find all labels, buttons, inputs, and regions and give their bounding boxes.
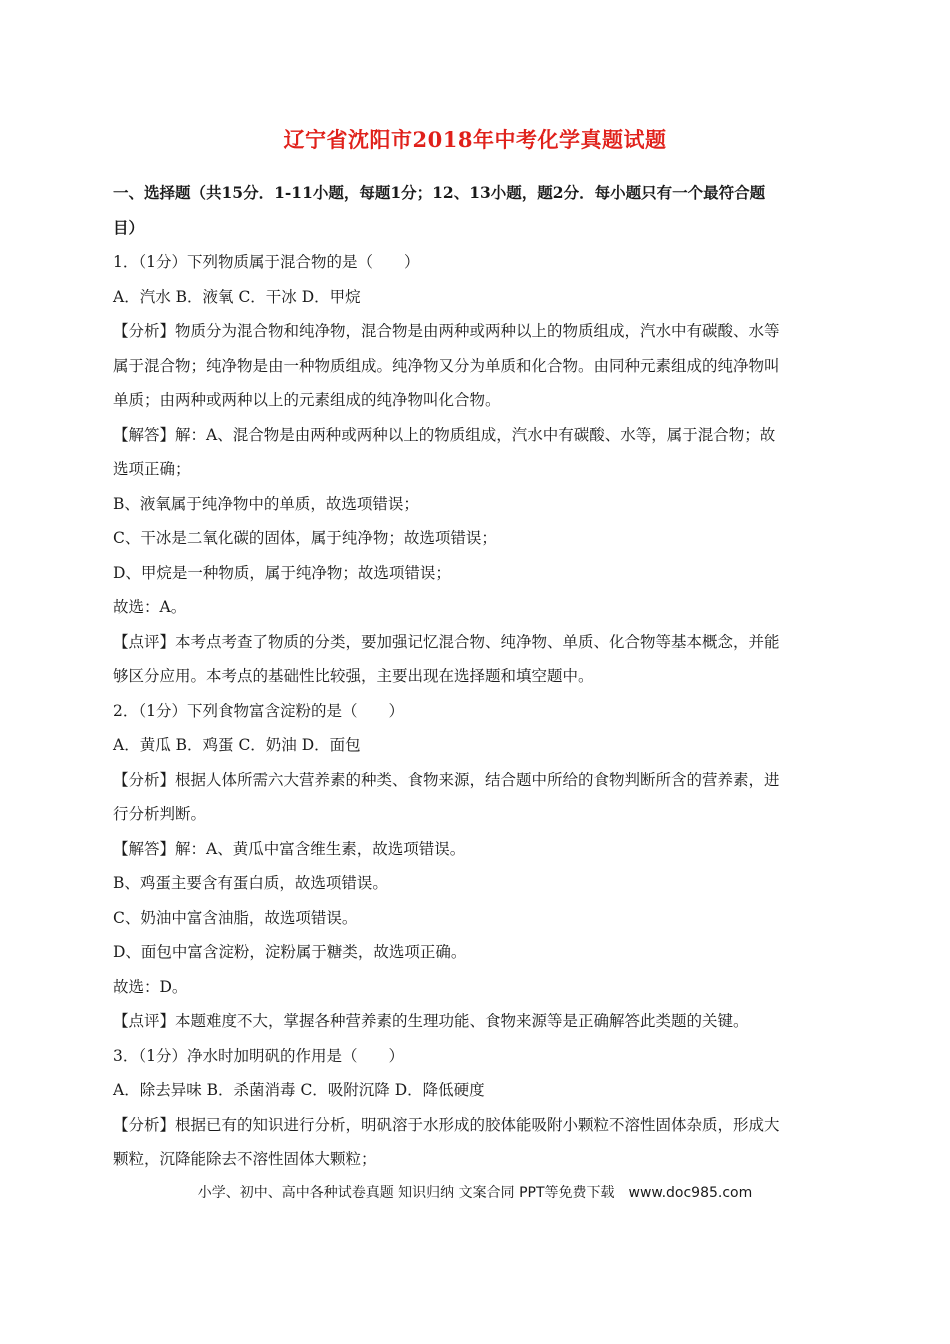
text-line: 行分析判断。 (113, 805, 207, 823)
text-line: 目） (113, 217, 145, 237)
text-line: A．黄瓜 B．鸡蛋 C．奶油 D．面包 (113, 736, 361, 754)
text-line: 【点评】本考点考查了物质的分类，要加强记忆混合物、纯净物、单质、化合物等基本概念，并能 (113, 632, 780, 651)
text-line: 够区分应用。本考点的基础性比较强，主要出现在选择题和填空题中。 (113, 667, 594, 685)
text-line: 【点评】本题难度不大，掌握各种营养素的生理功能、食物来源等是正确解答此类题的关键。 (113, 1012, 749, 1030)
text-line: 【解答】解：A、黄瓜中富含维生素，故选项错误。 (113, 839, 466, 858)
text-line: 故选：A。 (113, 598, 187, 616)
text-line: 1．（1分）下列物质属于混合物的是（ ） (113, 253, 420, 271)
text-line: 【分析】物质分为混合物和纯净物，混合物是由两种或两种以上的物质组成，汽水中有碳酸、水等 (113, 322, 780, 340)
text-line: 一、选择题（共15分．1-11小题，每题1分；12、13小题，题2分．每小题只有一个最符合题 (113, 183, 766, 202)
document-body (113, 176, 843, 1177)
document-title: 辽宁省沈阳市2018年中考化学真题试题 (283, 127, 667, 152)
text-line: D、甲烷是一种物质，属于纯净物；故选项错误； (113, 563, 451, 582)
text-line: 故选：D。 (113, 977, 188, 996)
text-line: 选项正确； (113, 460, 191, 478)
text-line: C、奶油中富含油脂，故选项错误。 (113, 908, 358, 927)
text-line: 【分析】根据人体所需六大营养素的种类、食物来源，结合题中所给的食物判断所含的营养素，进 (113, 770, 780, 789)
text-line: B、液氧属于纯净物中的单质，故选项错误； (113, 494, 419, 513)
text-line: 3．（1分）净水时加明矾的作用是（ ） (113, 1046, 404, 1065)
text-line: 属于混合物；纯净物是由一种物质组成。纯净物又分为单质和化合物。由同种元素组成的纯净物叫 (113, 356, 780, 375)
text-line: 2．（1分）下列食物富含淀粉的是（ ） (113, 701, 404, 720)
text-line: C、干冰是二氧化碳的固体，属于纯净物；故选项错误； (113, 529, 497, 547)
text-line: A．汽水 B．液氧 C．干冰 D．甲烷 (113, 287, 361, 306)
text-line: A．除去异味 B．杀菌消毒 C．吸附沉降 D．降低硬度 (113, 1081, 485, 1099)
text-line: 单质；由两种或两种以上的元素组成的纯净物叫化合物。 (113, 391, 501, 409)
text-line: B、鸡蛋主要含有蛋白质，故选项错误。 (113, 874, 388, 892)
text-line: D、面包中富含淀粉，淀粉属于糖类，故选项正确。 (113, 943, 467, 961)
text-line: 【分析】根据已有的知识进行分析，明矾溶于水形成的胶体能吸附小颗粒不溶性固体杂质，形成大 (113, 1115, 780, 1134)
page-footer: 小学、初中、高中各种试卷真题 知识归纳 文案合同 PPT等免费下载 www.doc985.com (197, 1185, 753, 1201)
text-line: 【解答】解：A、混合物是由两种或两种以上的物质组成，汽水中有碳酸、水等，属于混合物；故 (113, 425, 776, 444)
text-line: 颗粒，沉降能除去不溶性固体大颗粒； (113, 1150, 377, 1168)
